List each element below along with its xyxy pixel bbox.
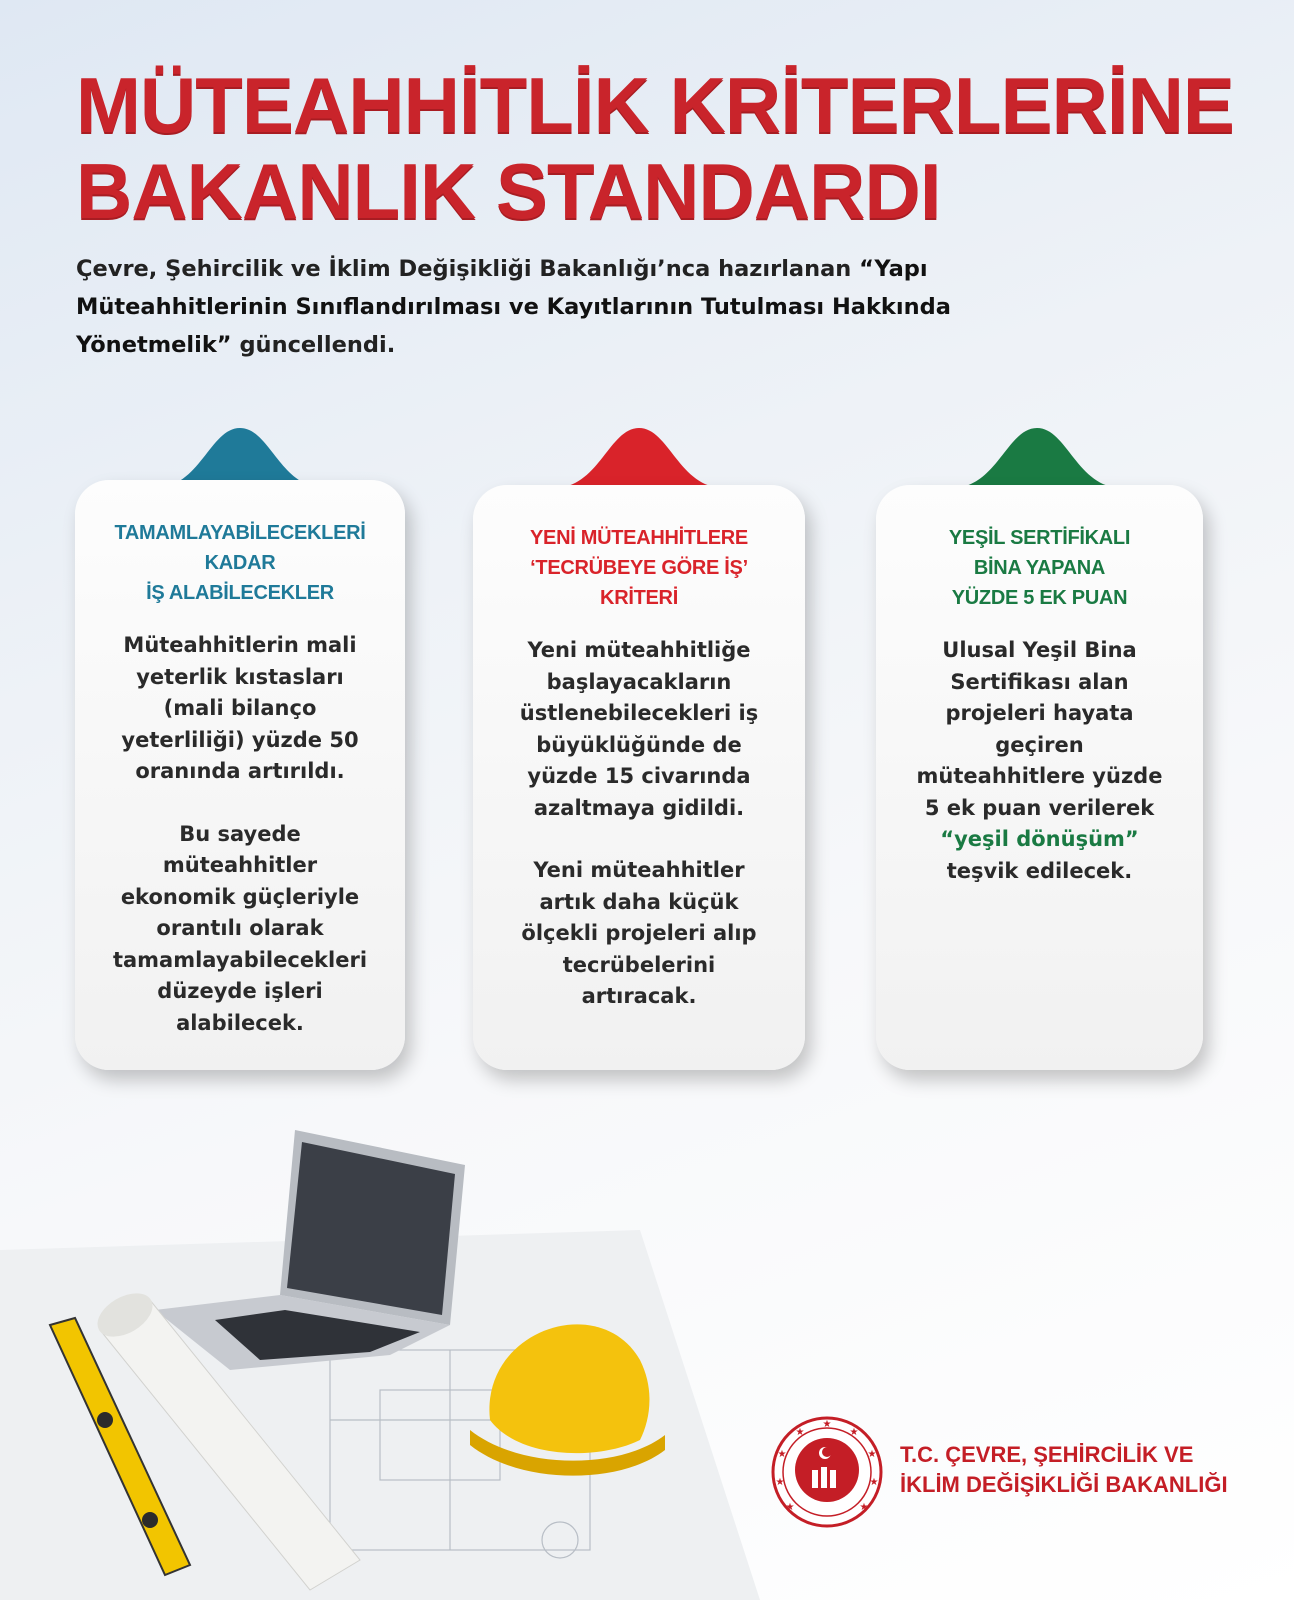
green-highlight: “yeşil dönüşüm” <box>940 827 1139 851</box>
svg-text:★: ★ <box>785 1502 795 1513</box>
card-text-line: artık daha küçük <box>539 889 739 914</box>
construction-illustration <box>0 1120 760 1600</box>
svg-text:★: ★ <box>777 1449 787 1460</box>
card-tab-green <box>952 428 1122 488</box>
card-text-line: ölçekli projeleri alıp <box>521 921 757 945</box>
card-text-line: tecrübelerini <box>562 952 716 977</box>
ministry-name <box>900 1440 1228 1500</box>
card-text-line: azaltmaya gidildi. <box>533 795 745 820</box>
card-title-line: BİNA YAPANA <box>973 557 1106 579</box>
card-body <box>473 635 805 1013</box>
card-title-line: KRİTERİ <box>600 587 678 609</box>
ministry-name-line-2: İKLİM DEĞİŞİKLİĞİ BAKANLIĞI <box>900 1472 1228 1497</box>
card-text-line: Bu sayede <box>179 821 301 846</box>
info-card-financial <box>75 480 405 1070</box>
card-title <box>876 523 1203 613</box>
card-text-line: Ulusal Yeşil Bina <box>942 638 1137 662</box>
svg-text:★: ★ <box>849 1427 859 1438</box>
card-text-line: yüzde 15 civarında <box>527 764 751 788</box>
card-text-line: yeterliliği) yüzde 50 <box>121 727 359 752</box>
card-text-line: Yeni müteahhitliğe <box>527 638 751 662</box>
card-title-line: TAMAMLAYABİLECEKLERİ <box>114 522 366 544</box>
card-text-line: müteahhitlere yüzde <box>916 764 1163 788</box>
card-text-line: orantılı olarak <box>156 916 324 940</box>
headline-line-1: MÜTEAHHİTLİK KRİTERLERİNE <box>76 61 1234 149</box>
svg-text:★: ★ <box>869 1477 879 1488</box>
card-tab-red <box>554 428 724 488</box>
headline <box>76 62 1234 234</box>
svg-text:★: ★ <box>822 1419 832 1430</box>
card-text-line: yeterlik kıstasları <box>136 664 344 689</box>
card-title-line: YENİ MÜTEAHHİTLERE <box>530 527 748 549</box>
card-tab-blue <box>155 428 325 488</box>
card-text-line: teşvik edilecek. <box>946 858 1133 883</box>
ministry-seal-logo <box>770 1415 885 1530</box>
card-text-line: başlayacakların <box>546 669 732 694</box>
card-text-line: geçiren <box>995 732 1084 757</box>
card-text-line: müteahhitler <box>162 853 318 877</box>
card-text-line: alabilecek. <box>176 1010 304 1035</box>
card-text-line: artıracak. <box>581 984 697 1008</box>
card-text-line: üstlenebilecekleri iş <box>519 701 759 725</box>
svg-text:★: ★ <box>775 1477 785 1488</box>
card-body <box>75 630 405 1039</box>
card-text-line: (mali bilanço <box>163 696 317 720</box>
info-card-green <box>876 485 1203 1070</box>
intro-quote: “Yapı Müteahhitlerinin Sınıflandırılması ve Kayıtlarının Tutulması Hakkında Yönetmelik” <box>76 256 951 358</box>
card-text-line: Müteahhitlerin mali <box>123 633 357 657</box>
svg-text:★: ★ <box>859 1502 869 1513</box>
card-text-line: ekonomik güçleriyle <box>120 884 360 909</box>
card-body <box>876 635 1203 887</box>
intro-paragraph <box>76 250 1076 364</box>
card-title-line: YÜZDE 5 EK PUAN <box>951 587 1128 609</box>
card-text-line: 5 ek puan verilerek <box>924 795 1155 820</box>
card-text-line: oranında artırıldı. <box>135 759 345 783</box>
svg-text:★: ★ <box>867 1449 877 1460</box>
intro-text: Çevre, Şehircilik ve İklim Değişikliği Bakanlığı’nca hazırlanan <box>76 256 860 282</box>
info-card-experience <box>473 485 805 1070</box>
card-title-line: KADAR <box>204 552 276 574</box>
svg-text:★: ★ <box>795 1427 805 1438</box>
card-text-line: Sertifikası alan <box>950 669 1129 694</box>
card-title <box>473 523 805 613</box>
card-title-line: ‘TECRÜBEYE GÖRE İŞ’ <box>530 557 748 579</box>
card-text-line: projeleri hayata <box>945 701 1134 725</box>
headline-line-2: BAKANLIK STANDARDI <box>76 147 941 235</box>
card-title <box>75 518 405 608</box>
intro-tail: güncellendi. <box>231 332 396 358</box>
card-text-line: büyüklüğünde de <box>536 732 742 757</box>
card-title-line: YEŞİL SERTİFİKALI <box>948 527 1131 549</box>
card-text-line: Yeni müteahhitler <box>533 858 745 882</box>
card-text-line: tamamlayabilecekleri <box>112 947 368 972</box>
card-text-line: düzeyde işleri <box>157 979 323 1003</box>
ministry-name-line-1: T.C. ÇEVRE, ŞEHİRCİLİK VE <box>900 1442 1194 1467</box>
card-title-line: İŞ ALABİLECEKLER <box>146 582 334 604</box>
